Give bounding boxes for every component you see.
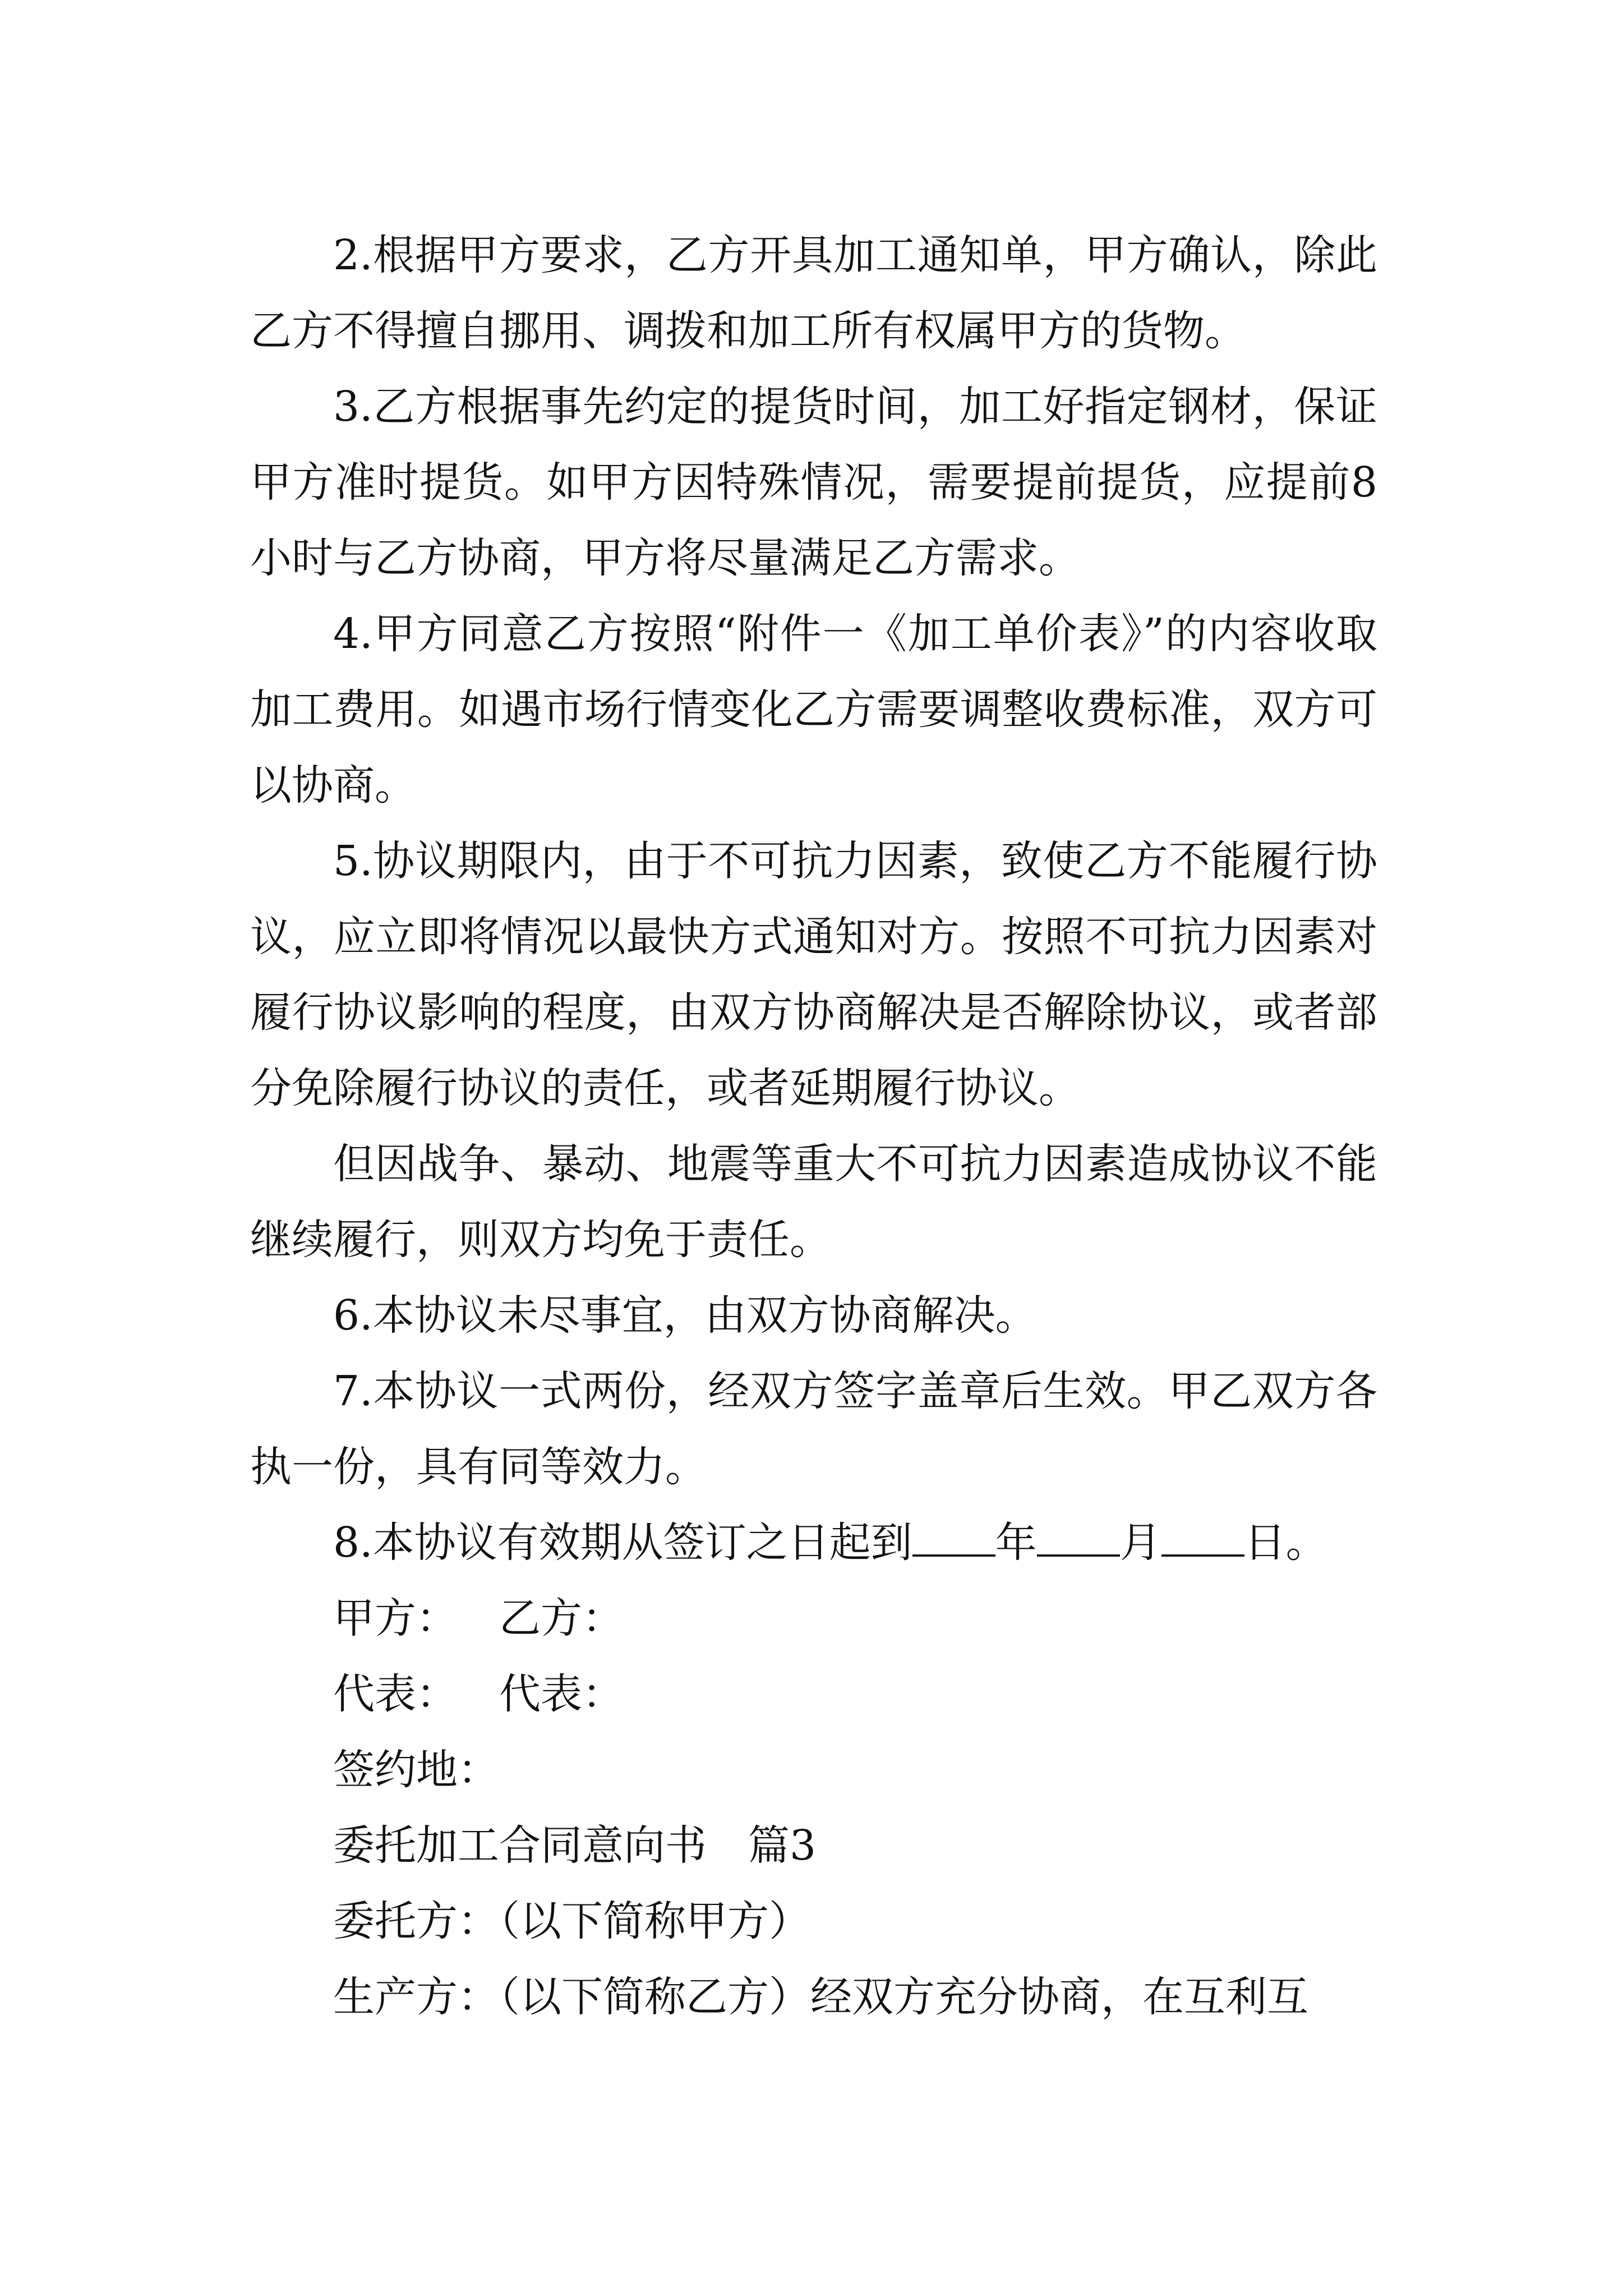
force-majeure-note: 但因战争、暴动、地震等重大不可抗力因素造成协议不能继续履行，则双方均免于责任。: [250, 1140, 1377, 1264]
clause-3: 3.乙方根据事先约定的提货时间，加工好指定钢材，保证甲方准时提货。如甲方因特殊情况，需要提前提货，应提前8小时与乙方协商，甲方将尽量满足乙方需求。: [250, 383, 1377, 582]
day-label: 日。: [1244, 1519, 1327, 1567]
rep-a-label: 代表：: [333, 1670, 458, 1718]
month-blank: [1037, 1517, 1120, 1557]
rep-b-label: 代表：: [499, 1670, 624, 1718]
sign-place-line: 签约地：: [333, 1746, 499, 1794]
client-line: 委托方：（以下简称甲方）: [333, 1897, 810, 1945]
producer-line: 生产方：（以下简称乙方）经双方充分协商，在互利互: [333, 1973, 1308, 2021]
validity-prefix: 8.本协议有效期从签订之日起到: [333, 1519, 912, 1567]
party-a-label: 甲方：: [333, 1594, 458, 1642]
document-body: [250, 218, 1377, 2035]
clause-6: 6.本协议未尽事宜，由双方协商解决。: [333, 1291, 1037, 1340]
year-blank: [912, 1517, 995, 1557]
section-title: 委托加工合同意向书: [333, 1821, 707, 1870]
section-heading: [250, 1808, 1377, 1884]
representative-line: [250, 1657, 1377, 1732]
day-blank: [1161, 1517, 1244, 1557]
party-b-label: 乙方：: [499, 1594, 624, 1642]
section-number: 篇3: [748, 1821, 817, 1870]
clause-4: 4.甲方同意乙方按照“附件一《加工单价表》”的内容收取加工费用。如遇市场行情变化乙方需要调整收费标准，双方可以协商。: [250, 610, 1377, 809]
party-line: [250, 1581, 1377, 1657]
clause-7: 7.本协议一式两份，经双方签字盖章后生效。甲乙双方各执一份，具有同等效力。: [250, 1367, 1377, 1491]
clause-5: 5.协议期限内，由于不可抗力因素，致使乙方不能履行协议，应立即将情况以最快方式通知对方。按照不可抗力因素对履行协议影响的程度，由双方协商解决是否解除协议，或者部分免除履行协议的责任，或者延期履行协议。: [250, 837, 1377, 1112]
clause-8-validity: [250, 1505, 1377, 1581]
clause-2: 2.根据甲方要求，乙方开具加工通知单，甲方确认，除此乙方不得擅自挪用、调拨和加工所有权属甲方的货物。: [250, 231, 1377, 355]
month-label: 月: [1119, 1519, 1161, 1567]
year-label: 年: [995, 1519, 1037, 1567]
